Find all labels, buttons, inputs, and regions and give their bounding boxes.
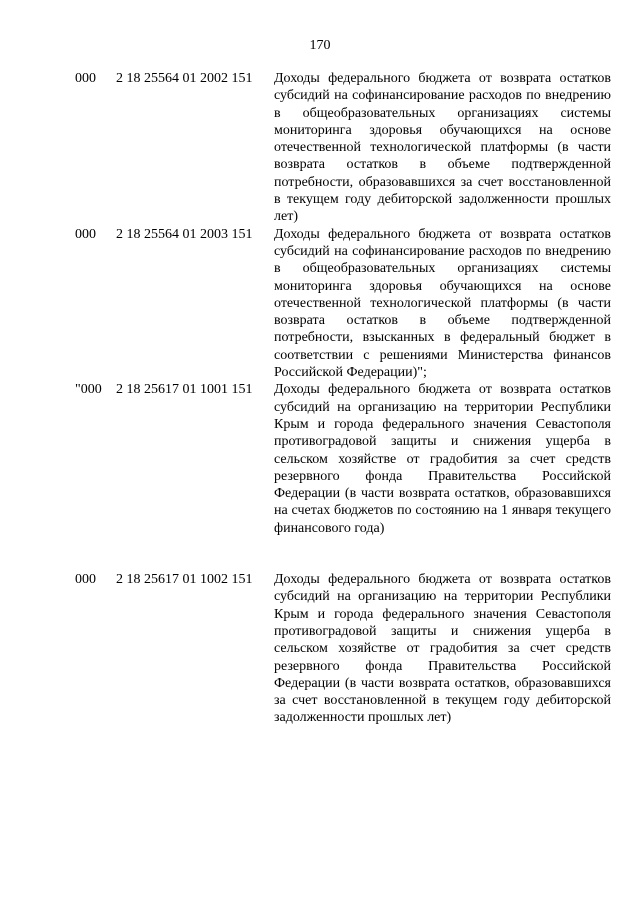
page-number: 170 [309, 38, 331, 53]
budget-code-entry [0, 70, 640, 226]
revenue-description: Доходы федерального бюджета от возврата остатков субсидий на софинансирование расходов по внедрению в общеобразовательных организациях системы мониторинга здоровья обучающихся на основе отечественной технологической платформы (в части возврата остатков в объеме подтвержденной потребности, взысканных в федеральный бюджет в соответствии с решениями Министерства финансов Российской Федерации)"; [274, 226, 611, 381]
budget-code-list [0, 70, 640, 727]
budget-code-entry [0, 381, 640, 537]
revenue-description: Доходы федерального бюджета от возврата остатков субсидий на софинансирование расходов по внедрению в общеобразовательных организациях системы мониторинга здоровья обучающихся на основе отечественной технологической платформы (в части возврата остатков в объеме подтвержденной потребности, образовавшихся за счет восстановленной в текущем году дебиторской задолженности прошлых лет) [274, 71, 611, 225]
administrator-code: 000 [75, 71, 96, 86]
revenue-description: Доходы федерального бюджета от возврата остатков субсидий на организацию на территории Республики Крым и города федерального значения Севастополя противоградовой защиты и снижения ущерба в сельском хозяйстве от градобития за счет средств резервного фонда Правительства Российской Федерации (в части возврата остатков, образовавшихся на счетах бюджетов по состоянию на 1 января текущего финансового года) [274, 382, 611, 536]
budget-classification-code: 2 18 25617 01 1002 151 [116, 572, 253, 588]
budget-classification-code: 2 18 25564 01 2002 151 [116, 71, 253, 86]
budget-classification-code: 2 18 25564 01 2003 151 [116, 226, 253, 242]
budget-classification-code: 2 18 25617 01 1001 151 [116, 382, 253, 398]
budget-code-entry [0, 571, 640, 727]
administrator-code: 000 [75, 226, 96, 242]
revenue-description: Доходы федерального бюджета от возврата остатков субсидий на организацию на территории Республики Крым и города федерального значения Севастополя противоградовой защиты и снижения ущерба в сельском хозяйстве от градобития за счет средств резервного фонда Правительства Российской Федерации (в части возврата остатков, образовавшихся за счет восстановленной в текущем году дебиторской задолженности прошлых лет) [274, 572, 611, 726]
administrator-code: "000 [75, 382, 102, 398]
budget-code-entry [0, 226, 640, 382]
administrator-code: 000 [75, 572, 96, 588]
